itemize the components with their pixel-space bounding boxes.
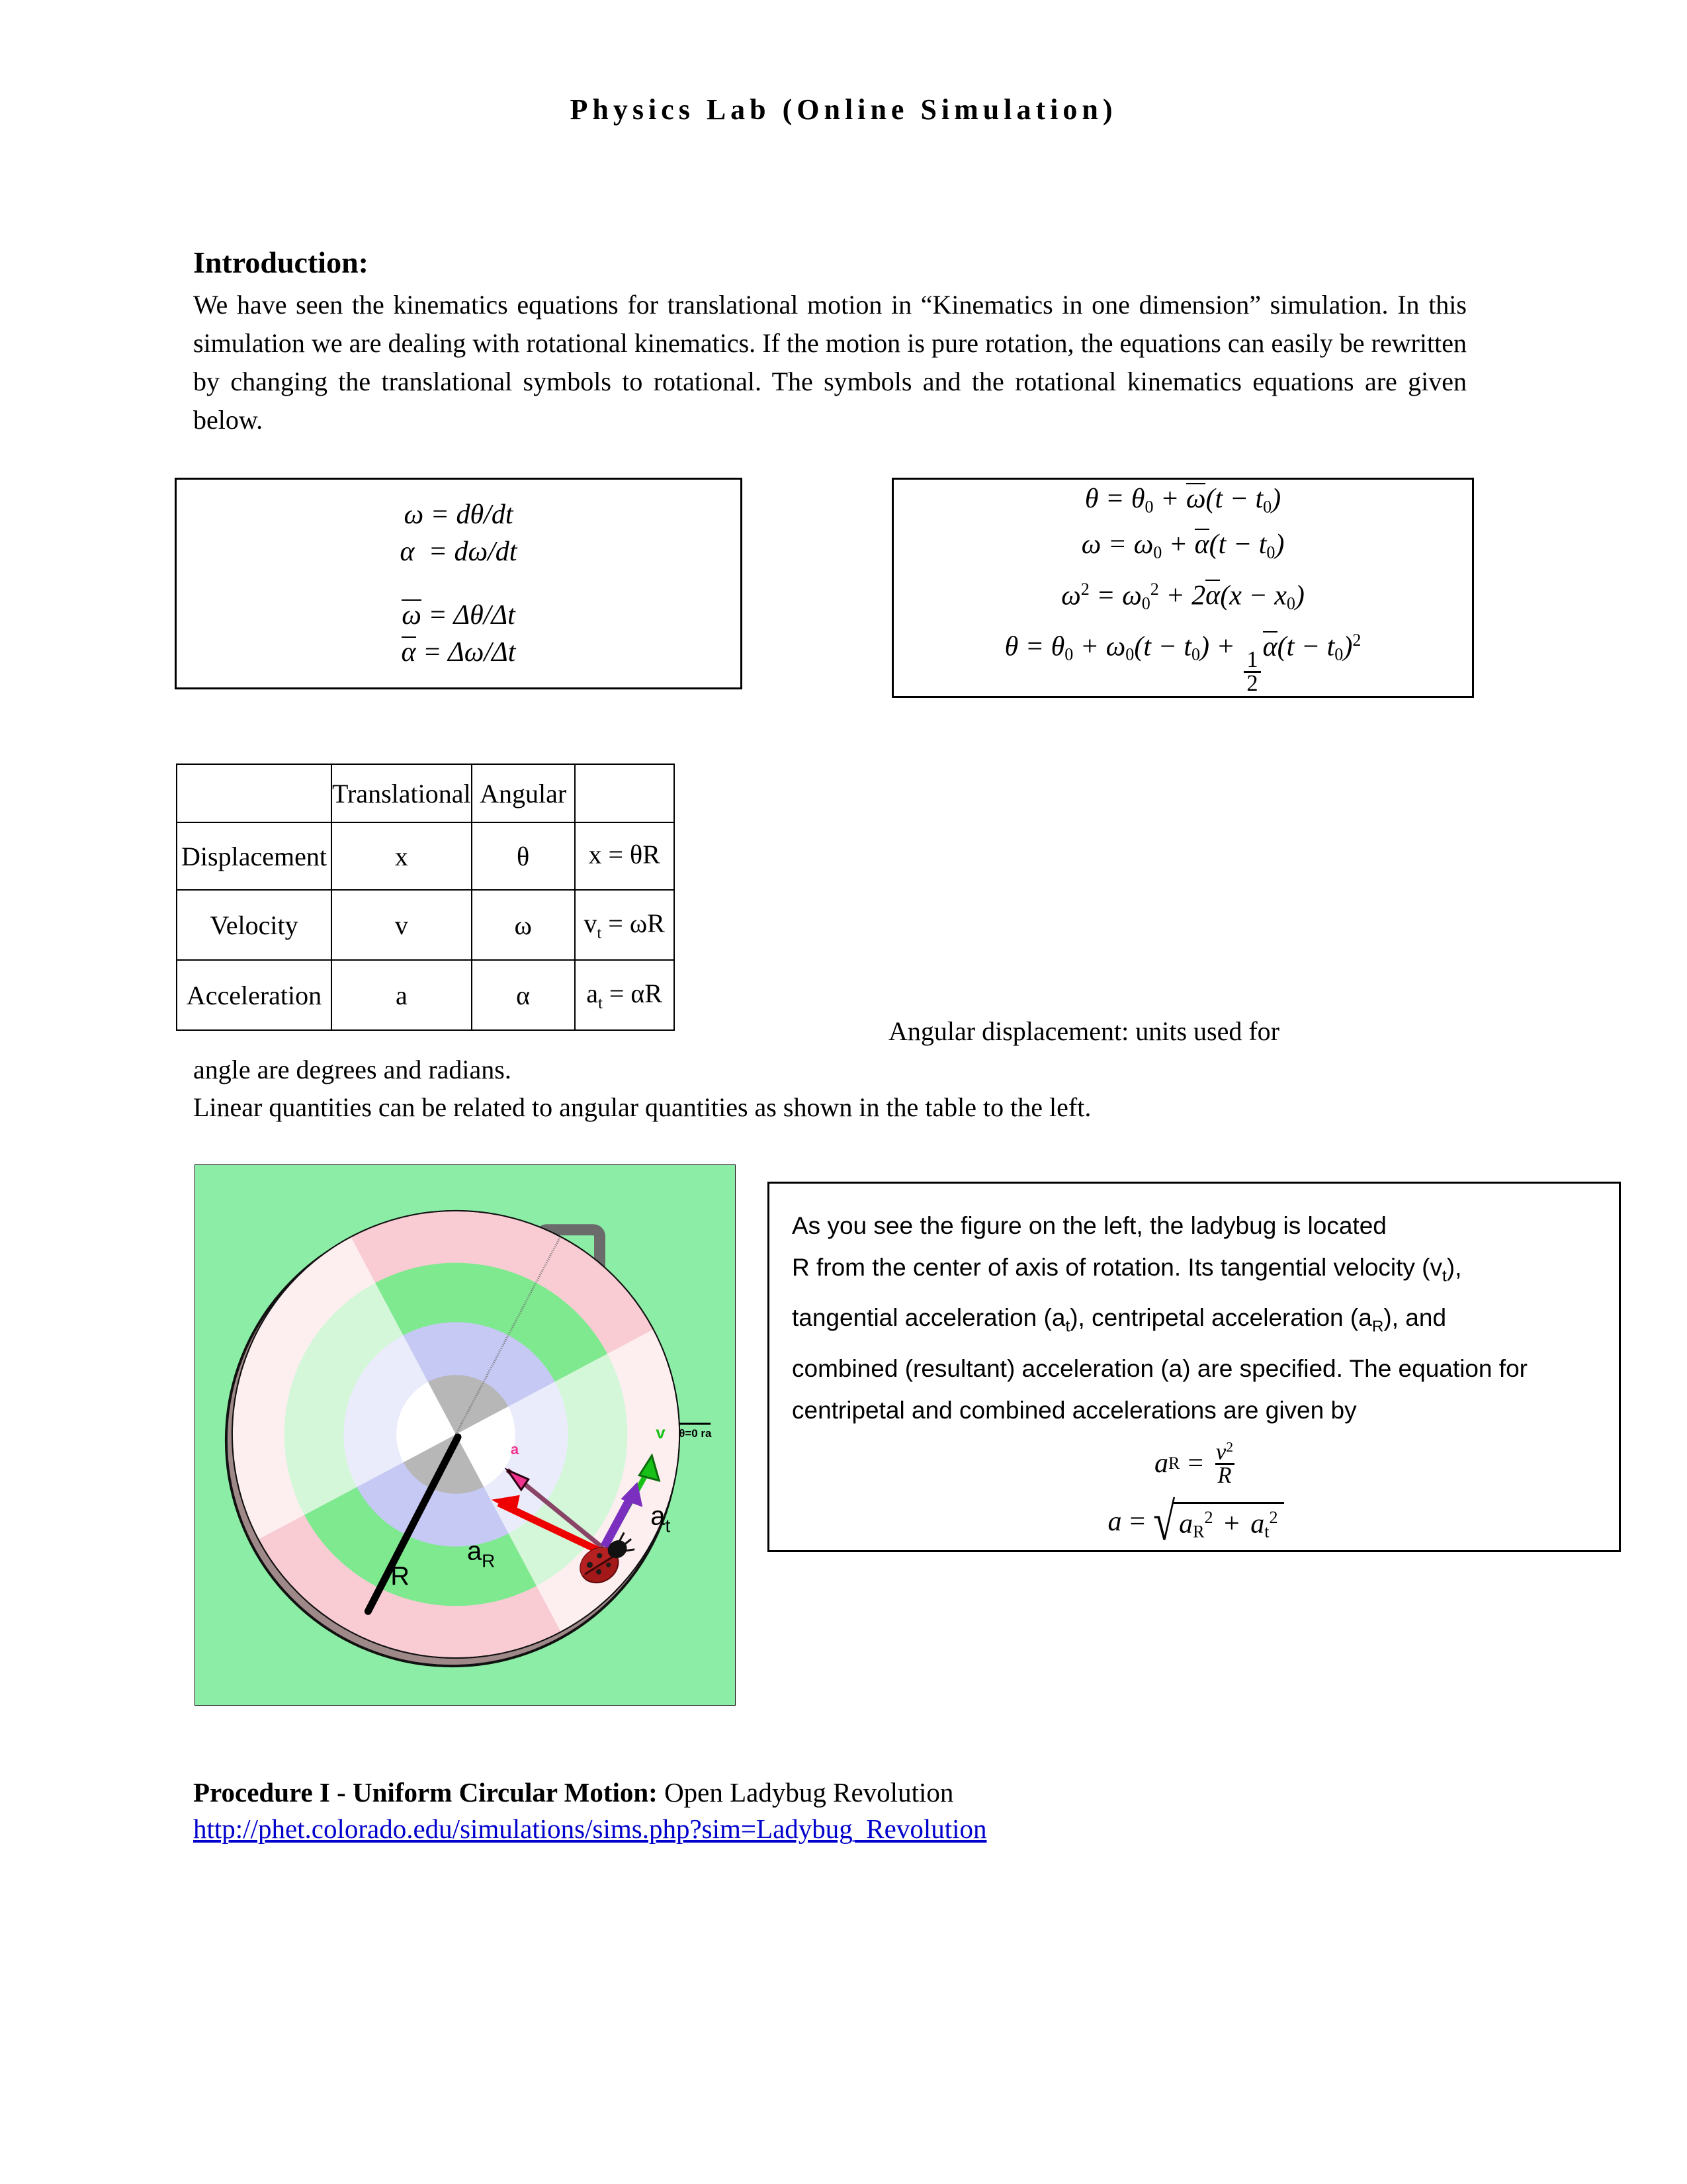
- definition-equations-box: [175, 478, 742, 689]
- equation-theta-omega-bar: $\theta = \theta_0 + \omega(t - t_0)$: [1084, 484, 1281, 517]
- aR-subscript: R: [482, 1550, 496, 1571]
- velocity-label: v: [656, 1423, 666, 1442]
- equation-alpha-average: α = Δω/Δt: [401, 637, 516, 668]
- info-line-4: combined (resultant) acceleration (a) are specified. The equation for: [792, 1354, 1528, 1382]
- at-subscript: t: [665, 1515, 671, 1536]
- aR-term-sup: 2: [1204, 1507, 1213, 1527]
- procedure-heading: [193, 1773, 953, 1812]
- info-line-2-prefix: R from the center of axis of rotation. Its tangential velocity (v: [792, 1254, 1442, 1281]
- table-header-blank: [177, 764, 331, 822]
- equation-omega-squared: $\omega^2 = \omega_0^2 + 2\alpha(x - x_0)$: [1061, 579, 1305, 613]
- info-line-3-sub2: R: [1371, 1317, 1384, 1336]
- info-line-3-sub1: t: [1065, 1317, 1070, 1336]
- info-line-2: [792, 1246, 1600, 1297]
- row-label-acceleration: Acceleration: [177, 960, 331, 1030]
- simulation-link[interactable]: http://phet.colorado.edu/simulations/sims.php?sim=Ladybug_Revolution: [193, 1813, 987, 1844]
- info-line-3-b: ), centripetal acceleration (a: [1070, 1304, 1372, 1332]
- square-root: [1153, 1492, 1284, 1551]
- kinematics-equations-box: [892, 478, 1474, 698]
- at-term-sup: 2: [1269, 1507, 1278, 1527]
- equals-sign: =: [1188, 1448, 1204, 1479]
- aR-term-sub: R: [1193, 1522, 1205, 1542]
- a-lhs: a: [1107, 1507, 1122, 1538]
- cell-relation-acceleration: [575, 960, 674, 1030]
- ladybug-description-text: [792, 1205, 1600, 1431]
- equation-alpha-definition: α = dω/dt: [400, 537, 517, 567]
- info-line-2-suffix: ),: [1446, 1254, 1462, 1281]
- relation-subscript: t: [597, 994, 603, 1012]
- linear-relation-note: Linear quantities can be related to angular quantities as shown in the table to the left.: [193, 1092, 1092, 1122]
- info-line-2-sub: t: [1442, 1267, 1447, 1286]
- relation-symbol: a: [586, 978, 598, 1008]
- radical-icon: √: [1153, 1492, 1176, 1551]
- equation-theta-quadratic: $\theta = \theta_0 + \omega_0(t - t_0)$ + $\frac{1}{2}$ $\alpha(t - t_0)^2$: [1004, 631, 1362, 697]
- cell-relation-velocity: [575, 890, 674, 960]
- row-label-displacement: Displacement: [177, 822, 331, 890]
- info-line-1: As you see the figure on the left, the ladybug is located: [792, 1212, 1387, 1239]
- relation-rest: = αR: [602, 978, 663, 1008]
- equation-omega-definition: ω = dθ/dt: [404, 500, 513, 530]
- table-header-relation: [575, 764, 674, 822]
- equation-omega-alpha-bar: $\omega = \omega_0 + \alpha(t - t_0)$: [1081, 529, 1285, 562]
- equals-sign: =: [1129, 1507, 1146, 1538]
- combined-acceleration-equation: [792, 1492, 1600, 1551]
- combined-acceleration-label: a: [510, 1440, 519, 1458]
- table-row: [177, 822, 674, 890]
- theta-zero-text: θ=0 ra: [679, 1426, 712, 1440]
- radius-label: R: [390, 1561, 410, 1591]
- relation-symbol: v: [584, 908, 597, 938]
- relation-subscript: t: [597, 924, 602, 942]
- table-header-row: [177, 764, 674, 822]
- plus-sign: +: [1224, 1508, 1240, 1540]
- relation-rest: = ωR: [601, 908, 665, 938]
- aR-symbol: a: [466, 1536, 482, 1566]
- cell-relation-displacement: [575, 822, 674, 890]
- translational-angular-table: [176, 764, 675, 1031]
- cell-translational-acceleration: a: [331, 960, 472, 1030]
- v-exponent: 2: [1226, 1438, 1233, 1455]
- at-term-sub: t: [1264, 1522, 1270, 1542]
- relation-rest: = θR: [601, 839, 660, 869]
- info-line-3: [792, 1297, 1600, 1347]
- cell-translational-velocity: v: [331, 890, 472, 960]
- info-line-3-a: tangential acceleration (a: [792, 1304, 1066, 1332]
- procedure-instruction: Open Ladybug Revolution: [657, 1777, 954, 1808]
- cell-angular-acceleration: α: [472, 960, 575, 1030]
- introduction-heading: Introduction:: [193, 245, 368, 279]
- turntable-diagram: [195, 1165, 735, 1705]
- row-label-velocity: Velocity: [177, 890, 331, 960]
- radicand: [1174, 1502, 1284, 1542]
- at-symbol: a: [650, 1501, 666, 1531]
- aR-lhs: a: [1154, 1448, 1168, 1479]
- info-line-5: centripetal and combined accelerations are given by: [792, 1396, 1357, 1424]
- aR-term: a: [1179, 1508, 1193, 1540]
- v2-over-R-fraction: [1213, 1440, 1236, 1487]
- table-header-translational: Translational: [331, 764, 472, 822]
- table-header-angular: Angular: [472, 764, 575, 822]
- ladybug-description-box: [767, 1182, 1621, 1552]
- centripetal-acceleration-equation: [792, 1440, 1600, 1487]
- angular-displacement-note-right: Angular displacement: units used for: [888, 1016, 1279, 1046]
- table-row: [177, 890, 674, 960]
- cell-angular-velocity: ω: [472, 890, 575, 960]
- table-row: [177, 960, 674, 1030]
- v-symbol: v: [1216, 1439, 1227, 1465]
- at-term: a: [1250, 1508, 1265, 1540]
- page-title: Physics Lab (Online Simulation): [570, 93, 1117, 126]
- cell-translational-displacement: x: [331, 822, 472, 890]
- R-symbol: R: [1217, 1463, 1232, 1489]
- ladybug-simulation-figure: [195, 1164, 736, 1706]
- aR-lhs-sub: R: [1168, 1454, 1180, 1473]
- introduction-body: We have seen the kinematics equations for translational motion in “Kinematics in one dimension” simulation. In this simulation we are dealing with rotational kinematics. If the motion is pure rotation, the equations can easily be rewritten by changing the translational symbols to rotational. The symbols and the rotational kinematics equations are given below.: [193, 290, 1467, 435]
- info-line-3-c: ), and: [1383, 1304, 1447, 1332]
- cell-angular-displacement: θ: [472, 822, 575, 890]
- equation-omega-average: ω = Δθ/Δt: [402, 600, 515, 631]
- procedure-label: Procedure I - Uniform Circular Motion:: [193, 1777, 658, 1808]
- angular-displacement-note-cont: angle are degrees and radians.: [193, 1055, 511, 1084]
- relation-symbol: x: [588, 839, 602, 869]
